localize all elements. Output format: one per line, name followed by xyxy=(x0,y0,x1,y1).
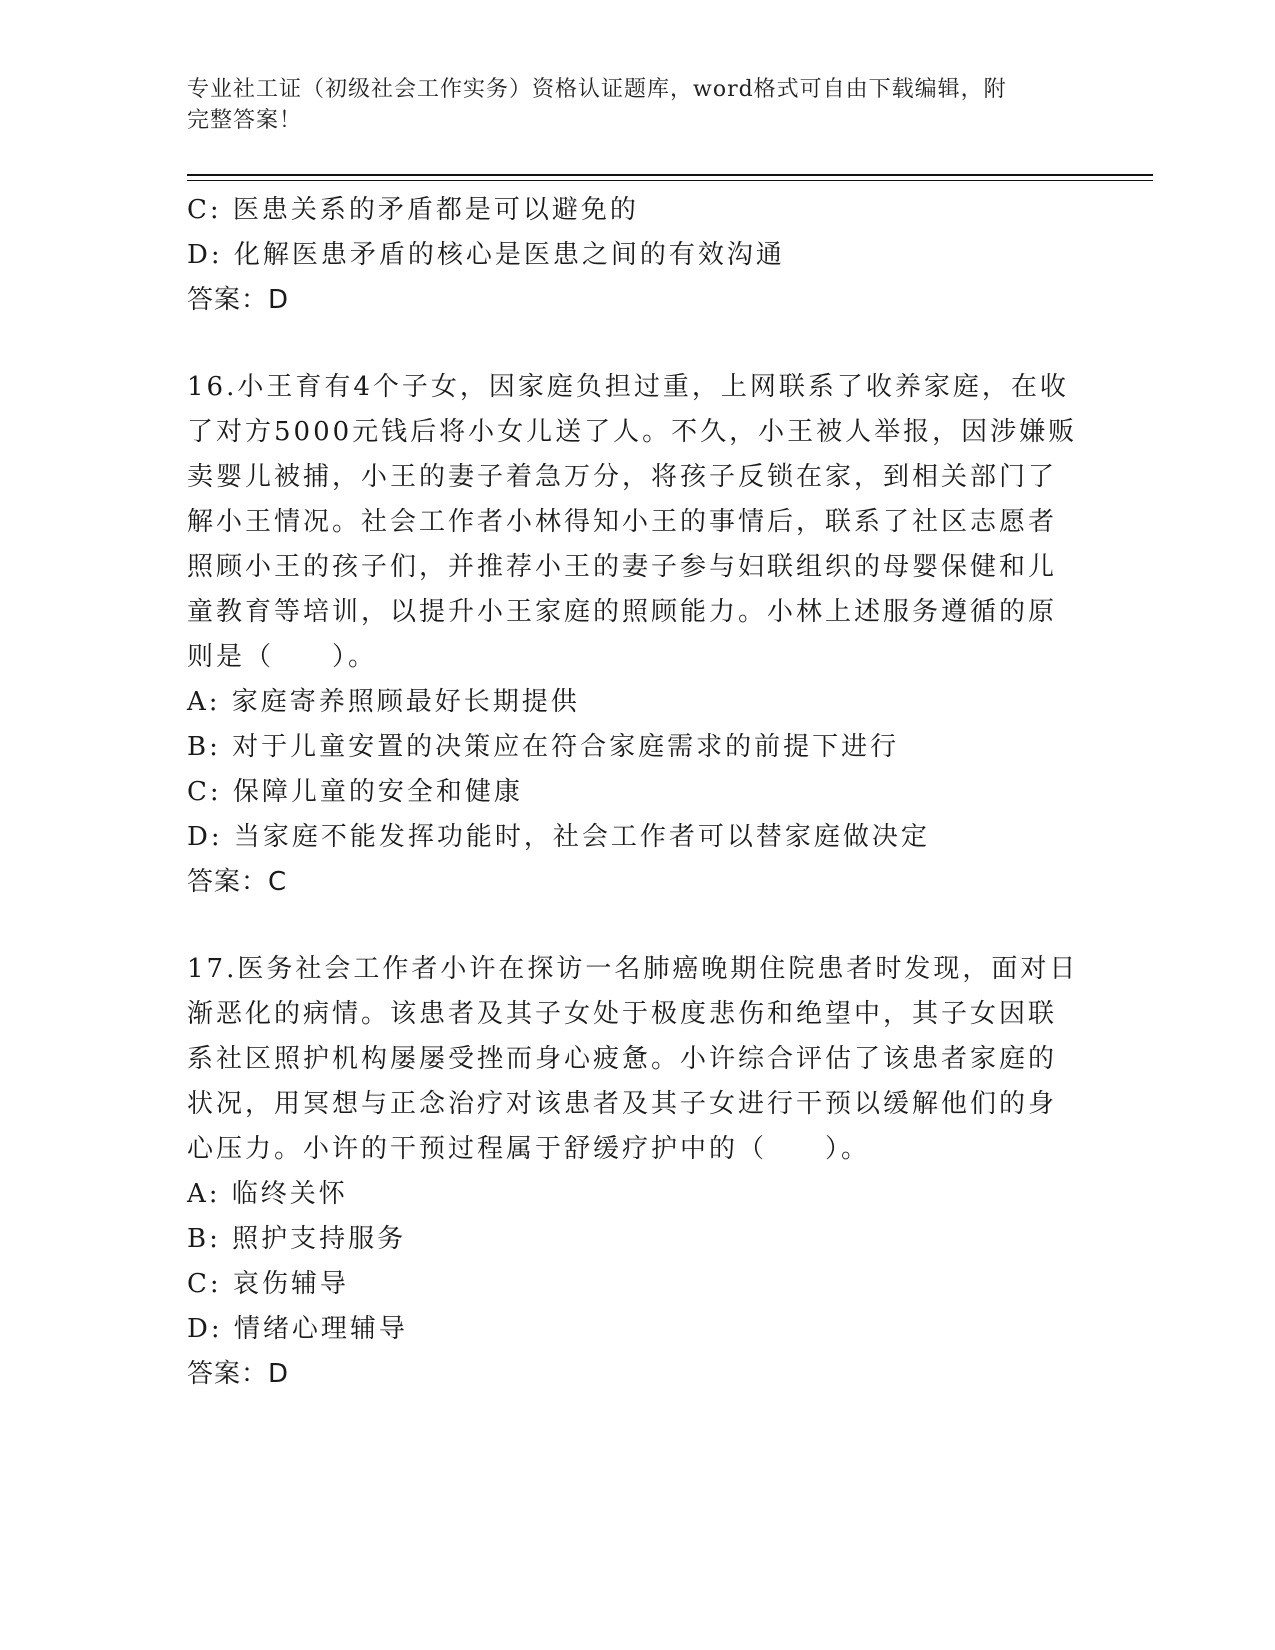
option-d: D: 当家庭不能发挥功能时，社会工作者可以替家庭做决定 xyxy=(187,822,930,852)
stem-line: 则是（ ）。 xyxy=(187,642,378,672)
stem-line: 童教育等培训，以提升小王家庭的照顾能力。小林上述服务遵循的原 xyxy=(187,597,1058,627)
option-b: B: 对于儿童安置的决策应在符合家庭需求的前提下进行 xyxy=(187,732,900,762)
option-a: A: 家庭寄养照顾最好长期提供 xyxy=(187,687,580,717)
question-17 xyxy=(187,947,1087,1397)
answer-line: 答案：C xyxy=(187,867,288,897)
stem-line: 系社区照护机构屡屡受挫而身心疲惫。小许综合评估了该患者家庭的 xyxy=(187,1044,1058,1074)
question-stem xyxy=(187,947,1087,1172)
document-body xyxy=(187,188,1087,1397)
option-c: C: 医患关系的矛盾都是可以避免的 xyxy=(187,195,639,225)
option-b: B: 照护支持服务 xyxy=(187,1224,407,1254)
answer-line: 答案：D xyxy=(187,1359,290,1389)
answer-line: 答案：D xyxy=(187,285,290,315)
spacer xyxy=(187,905,1087,947)
stem-line: 了对方5000元钱后将小女儿送了人。不久，小王被人举报，因涉嫌贩 xyxy=(187,417,1078,447)
stem-line: 状况，用冥想与正念治疗对该患者及其子女进行干预以缓解他们的身 xyxy=(187,1089,1058,1119)
header-divider-thin xyxy=(187,180,1153,181)
stem-line: 照顾小王的孩子们，并推荐小王的妻子参与妇联组织的母婴保健和儿 xyxy=(187,552,1058,582)
stem-line: 渐恶化的病情。该患者及其子女处于极度悲伤和绝望中，其子女因联 xyxy=(187,999,1058,1029)
document-header xyxy=(187,74,1067,136)
stem-line: 解小王情况。社会工作者小林得知小王的事情后，联系了社区志愿者 xyxy=(187,507,1058,537)
option-c: C: 哀伤辅导 xyxy=(187,1269,349,1299)
previous-question xyxy=(187,188,1087,323)
stem-line: 心压力。小许的干预过程属于舒缓疗护中的（ ）。 xyxy=(187,1134,871,1164)
option-c: C: 保障儿童的安全和健康 xyxy=(187,777,523,807)
stem-line: 17.医务社会工作者小许在探访一名肺癌晚期住院患者时发现，面对日 xyxy=(187,954,1079,984)
stem-line: 16.小王育有4个子女，因家庭负担过重，上网联系了收养家庭，在收 xyxy=(187,372,1069,402)
header-line-2: 完整答案！ xyxy=(187,108,303,133)
option-d: D: 情绪心理辅导 xyxy=(187,1314,408,1344)
option-a: A: 临终关怀 xyxy=(187,1179,348,1209)
question-stem xyxy=(187,365,1087,680)
header-divider-thick xyxy=(187,174,1153,176)
question-16 xyxy=(187,365,1087,905)
option-d: D: 化解医患矛盾的核心是医患之间的有效沟通 xyxy=(187,240,785,270)
stem-line: 卖婴儿被捕，小王的妻子着急万分，将孩子反锁在家，到相关部门了 xyxy=(187,462,1058,492)
header-line-1: 专业社工证（初级社会工作实务）资格认证题库，word格式可自由下载编辑，附 xyxy=(187,77,1007,102)
spacer xyxy=(187,323,1087,365)
